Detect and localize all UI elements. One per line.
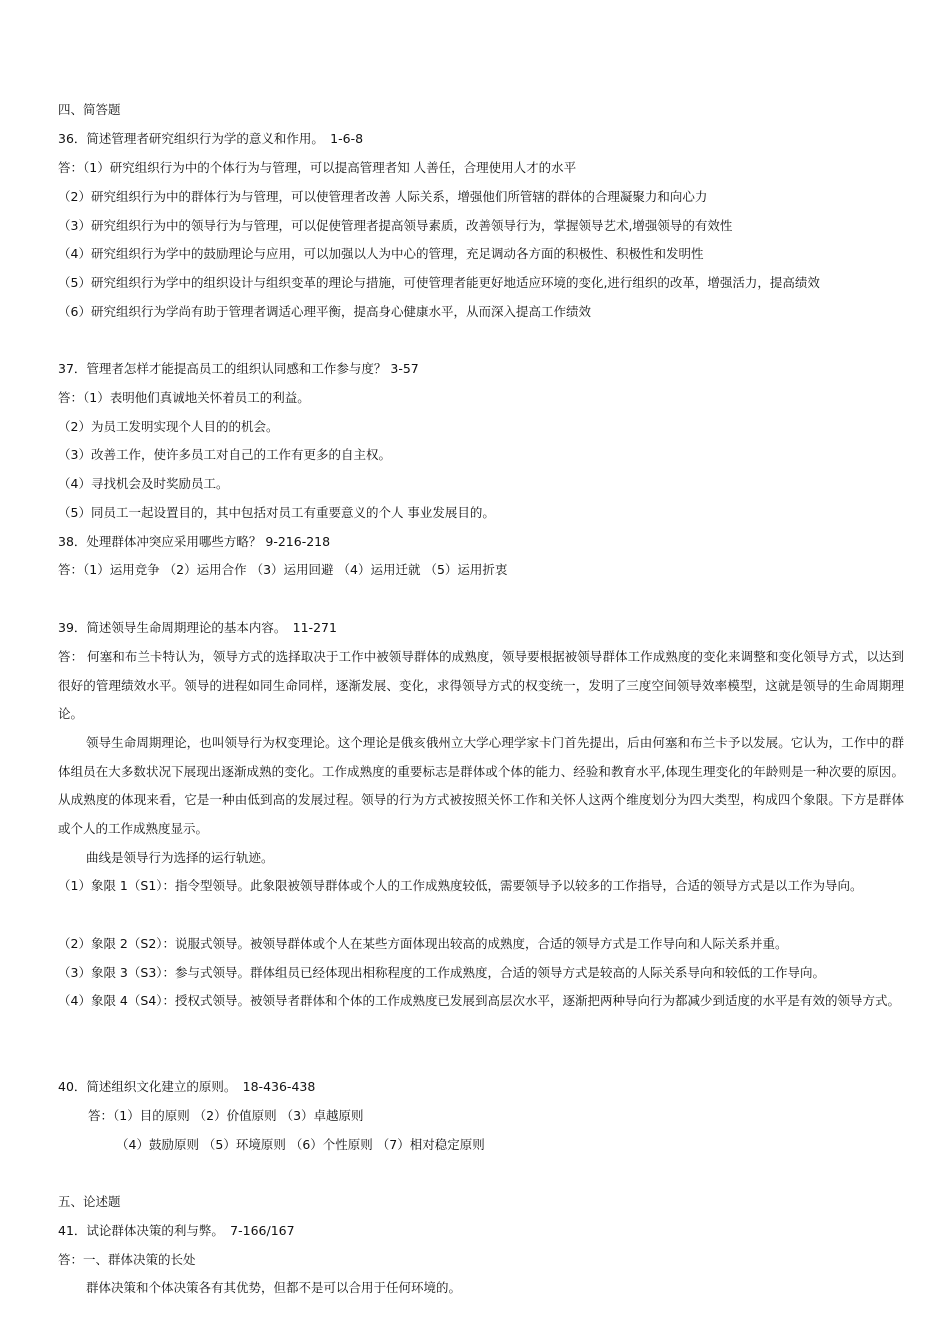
question-title: 39．简述领导生命周期理论的基本内容。 11-271	[58, 620, 337, 635]
question-title: 37．管理者怎样才能提高员工的组织认同感和工作参与度？ 3-57	[58, 361, 419, 376]
section-heading: 五、论述题	[58, 1194, 121, 1209]
quadrant-paragraph: （1）象限 1（S1）：指令型领导。此象限被领导群体或个人的工作成熟度较低，需要领导予以较多的工作指导，合适的领导方式是以工作为导向。	[58, 878, 863, 893]
answer-line: （5）同员工一起设置目的，其中包括对员工有重要意义的个人 事业发展目的。	[58, 505, 495, 520]
question-title: 36．简述管理者研究组织行为学的意义和作用。 1-6-8	[58, 131, 364, 146]
answer-line: 答：（1）运用竞争 （2）运用合作 （3）运用回避 （4）运用迁就 （5）运用折衷	[58, 562, 508, 577]
answer-line: （4）鼓励原则 （5）环境原则 （6）个性原则 （7）相对稳定原则	[116, 1137, 485, 1152]
answer-line: 群体决策和个体决策各有其优势，但都不是可以合用于任何环境的。	[86, 1280, 462, 1295]
answer-line: （4）寻找机会及时奖励员工。	[58, 476, 229, 491]
answer-line: （2）为员工发明实现个人目的的机会。	[58, 419, 279, 434]
question-title: 40．简述组织文化建立的原则。 18-436-438	[58, 1079, 316, 1094]
answer-line: 答：（1）表明他们真诚地关怀着员工的利益。	[58, 390, 310, 405]
answer-line: 答：（1）研究组织行为中的个体行为与管理，可以提高管理者知 人善任，合理使用人才的水平	[58, 160, 577, 175]
answer-line: （5）研究组织行为学中的组织设计与组织变革的理论与措施，可使管理者能更好地适应环境的变化,进行组织的改革，增强活力，提高绩效	[58, 275, 820, 290]
section-heading: 四、简答题	[58, 102, 121, 117]
answer-line: 答：（1）目的原则 （2）价值原则 （3）卓越原则	[88, 1108, 364, 1123]
answer-paragraph: 答： 何塞和布兰卡特认为，领导方式的选择取决于工作中被领导群体的成熟度，领导要根据被领导群体工作成熟度的变化来调整和变化领导方式，以达到很好的管理绩效水平。领导的进程如同生命同样，逐渐发展、变化，求得领导方式的权变统一，发明了三度空间领导效率模型，这就是领导的生命周期理论。	[58, 649, 904, 722]
answer-line: （3）研究组织行为中的领导行为与管理，可以促使管理者提高领导素质，改善领导行为，掌握领导艺术,增强领导的有效性	[58, 218, 733, 233]
question-title: 41．试论群体决策的利与弊。 7-166/167	[58, 1223, 295, 1238]
quadrant-paragraph: （4）象限 4（S4）：授权式领导。被领导者群体和个体的工作成熟度已发展到高层次水平，逐渐把两种导向行为都减少到适度的水平是有效的领导方式。	[58, 993, 901, 1008]
answer-line: （2）研究组织行为中的群体行为与管理，可以使管理者改善 人际关系，增强他们所管辖的群体的合理凝聚力和向心力	[58, 189, 708, 204]
answer-paragraph: 领导生命周期理论，也叫领导行为权变理论。这个理论是俄亥俄州立大学心理学家卡门首先提出，后由何塞和布兰卡予以发展。它认为，工作中的群体组员在大多数状况下展现出逐渐成熟的变化。工作成熟度的重要标志是群体或个体的能力、经验和教育水平,体现生理变化的年龄则是一种次要的原因。从成熟度的体现来看，它是一种由低到高的发展过程。领导的行为方式被按照关怀工作和关怀人这两个维度划分为四大类型，构成四个象限。下方是群体或个人的工作成熟度显示。	[58, 735, 904, 837]
answer-line: （4）研究组织行为学中的鼓励理论与应用，可以加强以人为中心的管理，充足调动各方面的积极性、积极性和发明性	[58, 246, 704, 261]
question-title: 38．处理群体冲突应采用哪些方略？ 9-216-218	[58, 534, 331, 549]
answer-line: 曲线是领导行为选择的运行轨迹。	[86, 850, 274, 865]
answer-line: 答：一、群体决策的长处	[58, 1252, 196, 1267]
answer-line: （3）改善工作，使许多员工对自己的工作有更多的自主权。	[58, 447, 391, 462]
quadrant-paragraph: （3）象限 3（S3）：参与式领导。群体组员已经体现出相称程度的工作成熟度，合适的领导方式是较高的人际关系导向和较低的工作导向。	[58, 965, 826, 980]
quadrant-paragraph: （2）象限 2（S2）：说服式领导。被领导群体或个人在某些方面体现出较高的成熟度，合适的领导方式是工作导向和人际关系并重。	[58, 936, 788, 951]
answer-line: （6）研究组织行为学尚有助于管理者调适心理平衡，提高身心健康水平，从而深入提高工作绩效	[58, 304, 591, 319]
